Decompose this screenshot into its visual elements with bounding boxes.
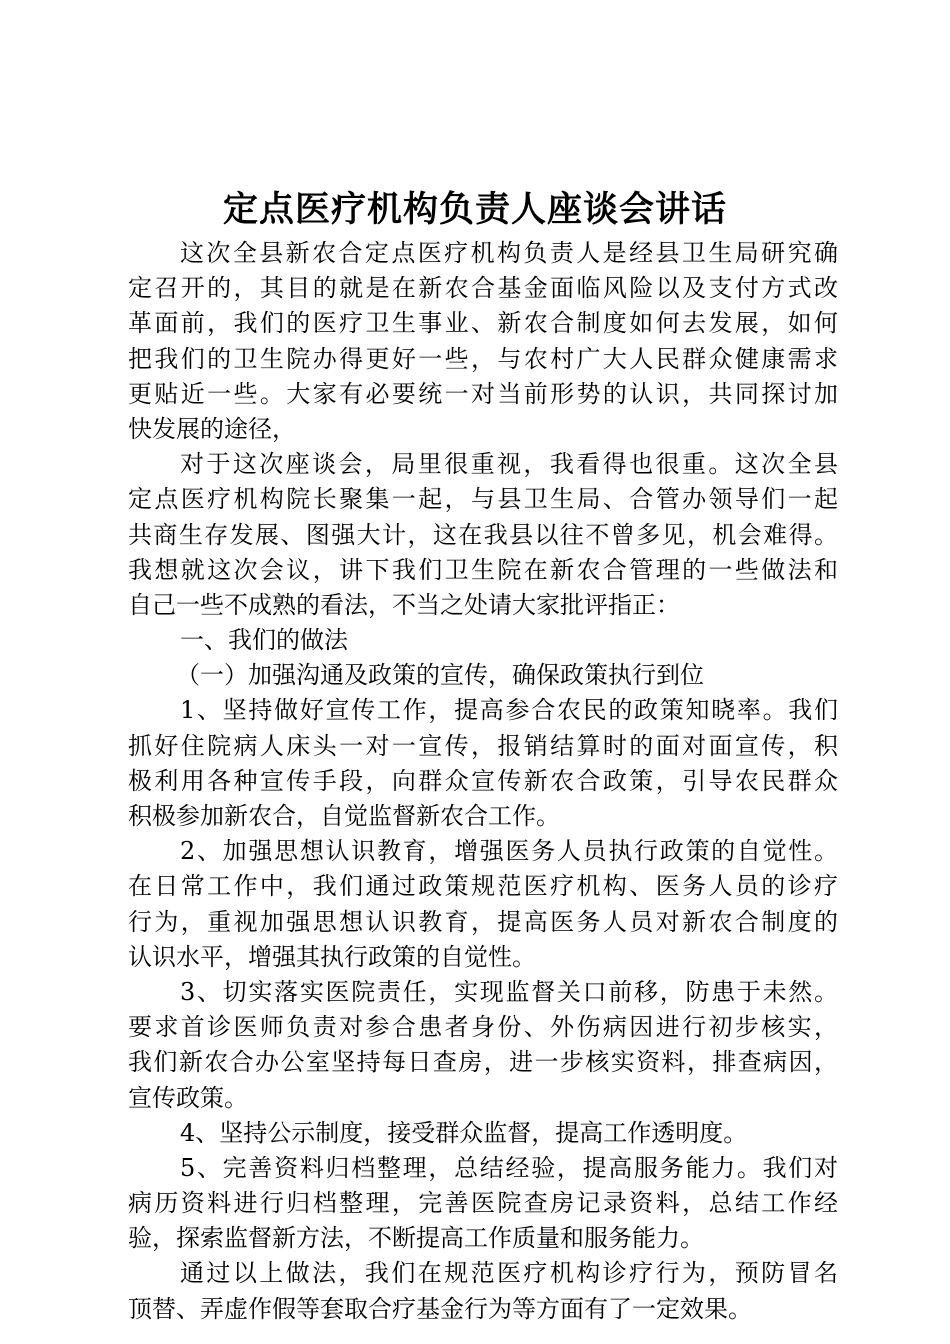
body-text-line: 一、我们的做法 (180, 626, 348, 655)
body-text-line: 在日常工作中，我们通过政策规范医疗机构、医务人员的诊疗 (128, 872, 838, 901)
body-text-line: 行为，重视加强思想认识教育，提高医务人员对新农合制度的 (128, 907, 838, 936)
body-text-line: 这次全县新农合定点医疗机构负责人是经县卫生局研究确 (180, 239, 838, 267)
body-text-line: 5、完善资料归档整理，总结经验，提高服务能力。我们对 (180, 1153, 838, 1182)
body-text-line: 对于这次座谈会，局里很重视，我看得也很重。这次全县 (180, 450, 838, 479)
body-text-line: 宣传政策。 (128, 1083, 248, 1112)
body-text-line: 1、坚持做好宣传工作，提高参合农民的政策知晓率。我们 (180, 696, 838, 725)
body-text-line: 我们新农合办公室坚持每日查房，进一步核实资料，排查病因， (128, 1048, 838, 1077)
body-text-line: 验，探索监督新方法，不断提高工作质量和服务能力。 (128, 1224, 704, 1253)
body-text-line: 要求首诊医师负责对参合患者身份、外伤病因进行初步核实， (128, 1013, 838, 1042)
body-text-line: 自己一些不成熟的看法，不当之处请大家批评指正： (128, 590, 680, 619)
body-text-line: 抓好住院病人床头一对一宣传，报销结算时的面对面宣传，积 (128, 731, 838, 760)
body-text-line: 我想就这次会议，讲下我们卫生院在新农合管理的一些做法和 (128, 555, 838, 584)
document-title: 定点医疗机构负责人座谈会讲话 (222, 190, 727, 230)
document-body (128, 236, 838, 1327)
body-text-line: 2、加强思想认识教育，增强医务人员执行政策的自觉性。 (180, 837, 838, 866)
body-text-line: 革面前，我们的医疗卫生事业、新农合制度如何去发展，如何 (128, 309, 838, 338)
body-text-line: 快发展的途径， (128, 414, 296, 443)
body-text-line: 3、切实落实医院责任，实现监督关口前移，防患于未然。 (180, 977, 838, 1006)
body-text-line: 更贴近一些。大家有必要统一对当前形势的认识，共同探讨加 (128, 379, 838, 408)
body-text-line: 把我们的卫生院办得更好一些，与农村广大人民群众健康需求 (128, 344, 838, 373)
body-text-line: 顶替、弄虚作假等套取合疗基金行为等方面有了一定效果。 (128, 1294, 752, 1323)
body-text-line: 极利用各种宣传手段，向群众宣传新农合政策，引导农民群众 (128, 766, 838, 795)
body-text-line: 病历资料进行归档整理，完善医院查房记录资料，总结工作经 (128, 1189, 838, 1218)
body-text-line: 共商生存发展、图强大计，这在我县以往不曾多见，机会难得。 (128, 520, 838, 549)
body-text-line: （一）加强沟通及政策的宣传，确保政策执行到位 (176, 661, 704, 690)
body-text-line: 定召开的，其目的就是在新农合基金面临风险以及支付方式改 (128, 274, 838, 303)
body-text-line: 通过以上做法，我们在规范医疗机构诊疗行为，预防冒名 (180, 1259, 838, 1288)
body-text-line: 定点医疗机构院长聚集一起，与县卫生局、合管办领导们一起 (128, 485, 838, 514)
body-text-line: 积极参加新农合，自觉监督新农合工作。 (128, 802, 560, 830)
body-text-line: 认识水平，增强其执行政策的自觉性。 (128, 942, 536, 971)
body-text-line: 4、坚持公示制度，接受群众监督，提高工作透明度。 (180, 1118, 748, 1147)
